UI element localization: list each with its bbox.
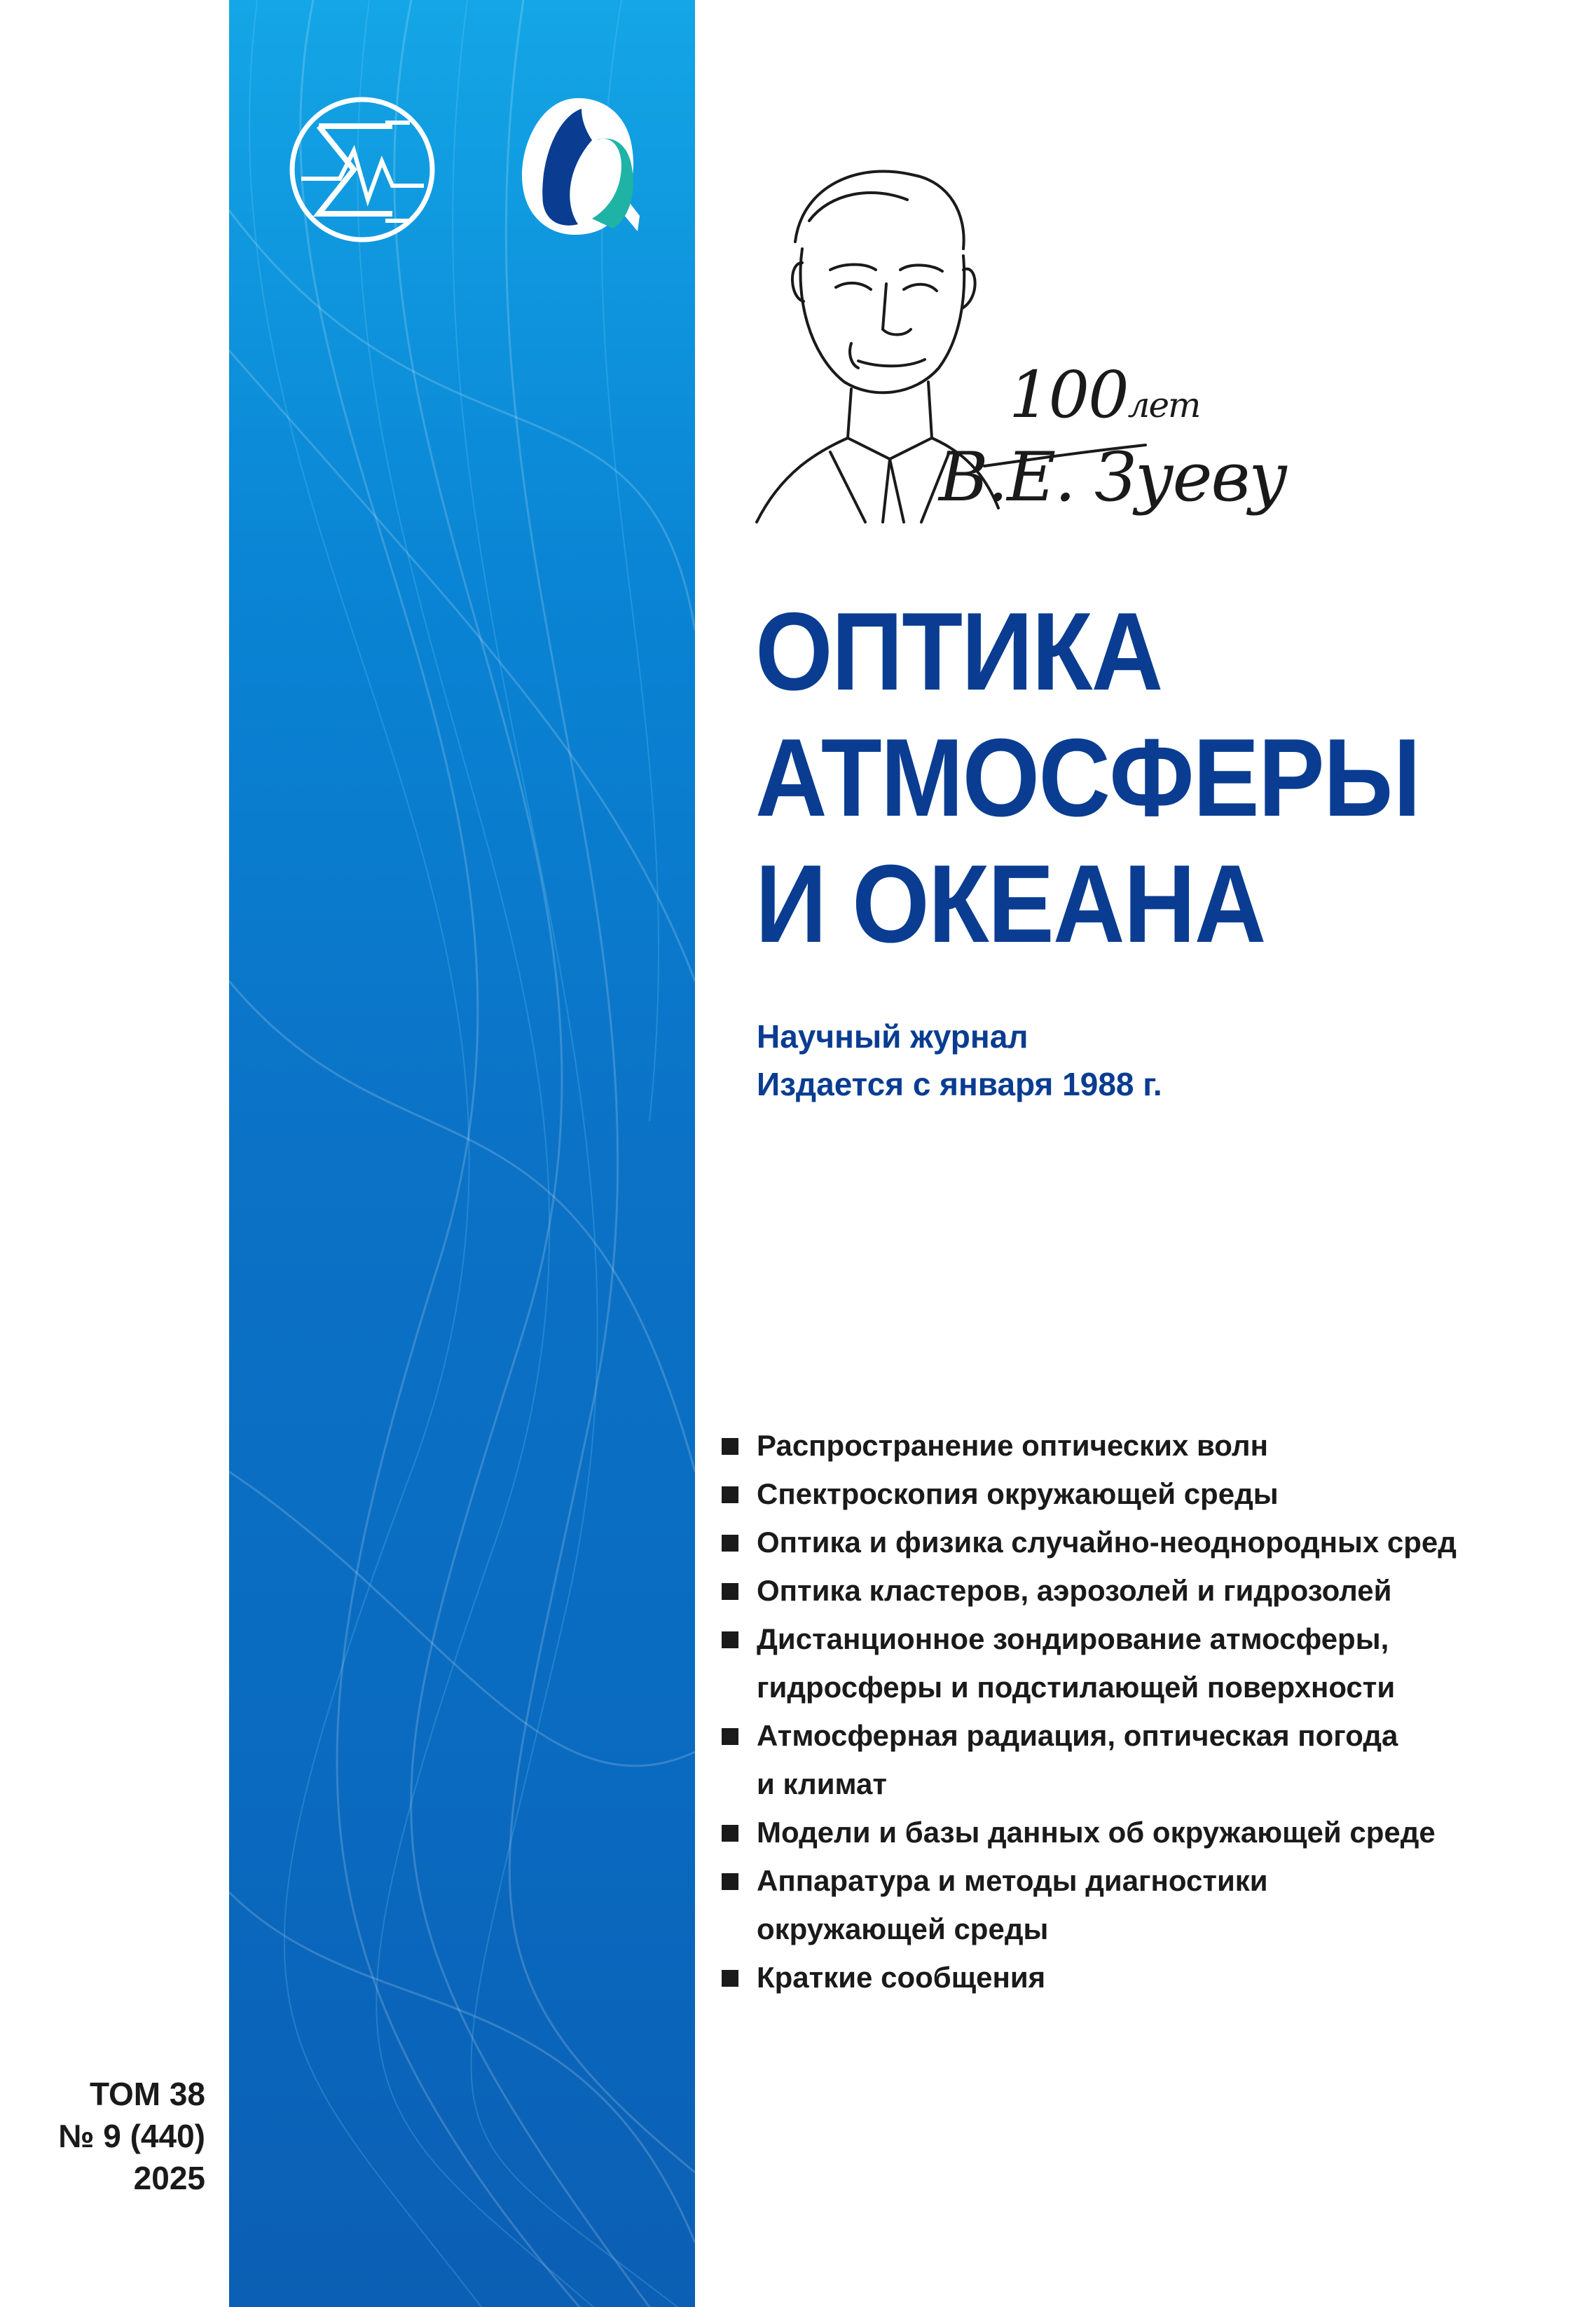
anniversary-word: лет bbox=[1127, 385, 1200, 425]
bullet-square-icon bbox=[722, 1438, 738, 1455]
journal-title-line1: ОПТИКА bbox=[755, 590, 1162, 713]
topic-item: Аппаратура и методы диагностики окружающей среды bbox=[722, 1856, 1576, 1953]
topic-item: Оптика кластеров, аэрозолей и гидрозолей bbox=[722, 1566, 1576, 1615]
volume-issue: № 9 (440) bbox=[58, 2118, 205, 2154]
volume-tom: ТОМ 38 bbox=[90, 2076, 205, 2112]
bullet-square-icon bbox=[722, 1486, 738, 1503]
topic-item: Краткие сообщения bbox=[722, 1953, 1576, 2001]
journal-title bbox=[755, 589, 1494, 967]
topic-item: Распространение оптических волн bbox=[722, 1421, 1576, 1470]
anniversary-signature-line1 bbox=[1009, 357, 1199, 432]
topic-item: Спектроскопия окружающей среды bbox=[722, 1470, 1576, 1518]
sigma-waveform-logo-icon bbox=[287, 95, 438, 245]
bullet-square-icon bbox=[722, 1535, 738, 1552]
anniversary-signature-line2: В.Е. Зуеву bbox=[939, 438, 1287, 516]
journal-title-line3: И ОКЕАНА bbox=[755, 842, 1265, 966]
topic-item: Дистанционное зондирование атмосферы, гидросферы и подстилающей поверхности bbox=[722, 1615, 1576, 1711]
topic-item: Атмосферная радиация, оптическая погода и климат bbox=[722, 1711, 1576, 1808]
topic-item: Оптика и физика случайно-неоднородных сред bbox=[722, 1518, 1576, 1566]
anniversary-number: 100 bbox=[1009, 357, 1128, 432]
topics-list bbox=[722, 1421, 1576, 2001]
bullet-square-icon bbox=[722, 1970, 738, 1987]
journal-subtitle bbox=[757, 1013, 1162, 1108]
bullet-square-icon bbox=[722, 1873, 738, 1890]
bullet-square-icon bbox=[722, 1825, 738, 1842]
volume-info bbox=[58, 2073, 205, 2199]
decorative-blue-band bbox=[229, 0, 695, 2307]
bullet-square-icon bbox=[722, 1583, 738, 1600]
wave-lines-pattern bbox=[229, 0, 695, 2307]
topic-item: Модели и базы данных об окружающей среде bbox=[722, 1808, 1576, 1856]
subtitle-line1: Научный журнал bbox=[757, 1018, 1029, 1055]
subtitle-line2: Издается с января 1988 г. bbox=[757, 1066, 1162, 1102]
bullet-square-icon bbox=[722, 1728, 738, 1745]
volume-year: 2025 bbox=[133, 2160, 205, 2196]
journal-title-line2: АТМОСФЕРЫ bbox=[755, 716, 1420, 840]
iao-q-logo-icon bbox=[515, 91, 641, 242]
bullet-square-icon bbox=[722, 1631, 738, 1648]
